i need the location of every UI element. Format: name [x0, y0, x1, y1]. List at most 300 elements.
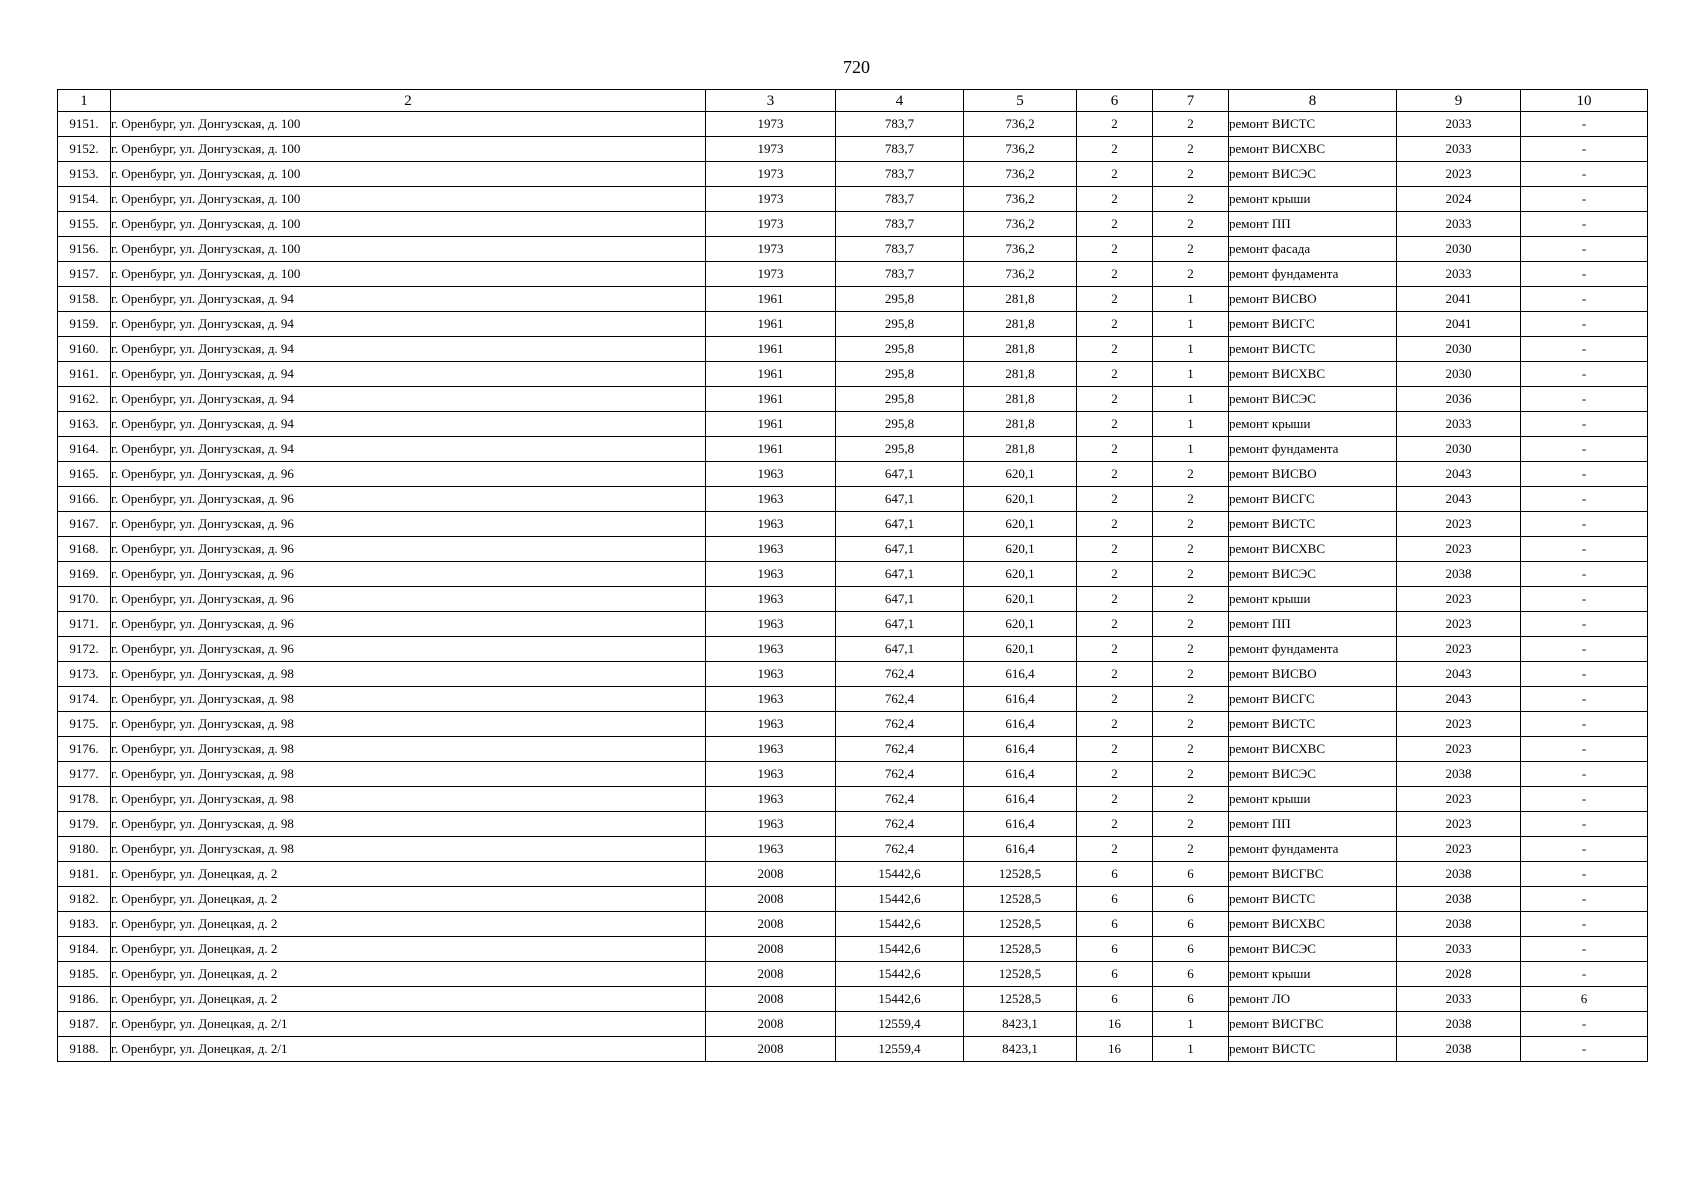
row-number-cell: 9159. [58, 312, 111, 337]
year-built-cell: 1963 [706, 537, 836, 562]
address-cell: г. Оренбург, ул. Донгузская, д. 98 [111, 812, 706, 837]
planned-year-cell: 2023 [1397, 162, 1521, 187]
address-cell: г. Оренбург, ул. Донгузская, д. 100 [111, 187, 706, 212]
entrances-cell: 2 [1153, 137, 1229, 162]
floors-cell: 2 [1077, 387, 1153, 412]
floors-cell: 2 [1077, 337, 1153, 362]
total-area-cell: 295,8 [836, 412, 964, 437]
floors-cell: 2 [1077, 787, 1153, 812]
table-row [58, 312, 1648, 337]
living-area-cell: 281,8 [964, 312, 1077, 337]
year-built-cell: 1963 [706, 687, 836, 712]
column-10-value-cell: - [1521, 662, 1648, 687]
row-number-cell: 9151. [58, 112, 111, 137]
row-number-cell: 9166. [58, 487, 111, 512]
total-area-cell: 15442,6 [836, 987, 964, 1012]
entrances-cell: 2 [1153, 737, 1229, 762]
column-header-10: 10 [1521, 90, 1648, 112]
address-cell: г. Оренбург, ул. Донгузская, д. 100 [111, 112, 706, 137]
planned-year-cell: 2043 [1397, 687, 1521, 712]
floors-cell: 2 [1077, 712, 1153, 737]
column-header-9: 9 [1397, 90, 1521, 112]
floors-cell: 16 [1077, 1037, 1153, 1062]
floors-cell: 2 [1077, 537, 1153, 562]
total-area-cell: 295,8 [836, 312, 964, 337]
work-type-cell: ремонт ВИСХВС [1229, 737, 1397, 762]
total-area-cell: 15442,6 [836, 962, 964, 987]
planned-year-cell: 2033 [1397, 137, 1521, 162]
living-area-cell: 616,4 [964, 812, 1077, 837]
entrances-cell: 2 [1153, 687, 1229, 712]
work-type-cell: ремонт фундамента [1229, 437, 1397, 462]
table-row [58, 287, 1648, 312]
entrances-cell: 6 [1153, 862, 1229, 887]
work-type-cell: ремонт фундамента [1229, 837, 1397, 862]
entrances-cell: 1 [1153, 1012, 1229, 1037]
year-built-cell: 1963 [706, 512, 836, 537]
year-built-cell: 1963 [706, 712, 836, 737]
year-built-cell: 1961 [706, 437, 836, 462]
total-area-cell: 783,7 [836, 237, 964, 262]
table-row [58, 887, 1648, 912]
table-row [58, 1012, 1648, 1037]
work-type-cell: ремонт ВИСТС [1229, 512, 1397, 537]
table-row [58, 362, 1648, 387]
planned-year-cell: 2028 [1397, 962, 1521, 987]
column-10-value-cell: - [1521, 962, 1648, 987]
address-cell: г. Оренбург, ул. Донгузская, д. 94 [111, 437, 706, 462]
row-number-cell: 9152. [58, 137, 111, 162]
column-10-value-cell: - [1521, 162, 1648, 187]
living-area-cell: 616,4 [964, 762, 1077, 787]
living-area-cell: 281,8 [964, 412, 1077, 437]
address-cell: г. Оренбург, ул. Донгузская, д. 100 [111, 162, 706, 187]
row-number-cell: 9156. [58, 237, 111, 262]
row-number-cell: 9170. [58, 587, 111, 612]
address-cell: г. Оренбург, ул. Донецкая, д. 2 [111, 937, 706, 962]
column-10-value-cell: - [1521, 237, 1648, 262]
table-row [58, 612, 1648, 637]
table-row [58, 837, 1648, 862]
entrances-cell: 1 [1153, 412, 1229, 437]
year-built-cell: 1973 [706, 112, 836, 137]
entrances-cell: 2 [1153, 762, 1229, 787]
living-area-cell: 12528,5 [964, 862, 1077, 887]
address-cell: г. Оренбург, ул. Донецкая, д. 2 [111, 912, 706, 937]
total-area-cell: 762,4 [836, 662, 964, 687]
total-area-cell: 647,1 [836, 562, 964, 587]
column-10-value-cell: - [1521, 287, 1648, 312]
living-area-cell: 12528,5 [964, 962, 1077, 987]
row-number-cell: 9188. [58, 1037, 111, 1062]
row-number-cell: 9161. [58, 362, 111, 387]
work-type-cell: ремонт ВИСГВС [1229, 862, 1397, 887]
year-built-cell: 1963 [706, 762, 836, 787]
address-cell: г. Оренбург, ул. Донгузская, д. 98 [111, 737, 706, 762]
work-type-cell: ремонт ВИСТС [1229, 337, 1397, 362]
floors-cell: 2 [1077, 762, 1153, 787]
total-area-cell: 647,1 [836, 612, 964, 637]
year-built-cell: 1961 [706, 287, 836, 312]
row-number-cell: 9153. [58, 162, 111, 187]
year-built-cell: 1973 [706, 137, 836, 162]
total-area-cell: 762,4 [836, 762, 964, 787]
planned-year-cell: 2043 [1397, 462, 1521, 487]
floors-cell: 2 [1077, 262, 1153, 287]
work-type-cell: ремонт ВИСХВС [1229, 537, 1397, 562]
column-10-value-cell: - [1521, 112, 1648, 137]
living-area-cell: 736,2 [964, 137, 1077, 162]
table-row [58, 262, 1648, 287]
row-number-cell: 9182. [58, 887, 111, 912]
address-cell: г. Оренбург, ул. Донгузская, д. 96 [111, 637, 706, 662]
address-cell: г. Оренбург, ул. Донгузская, д. 100 [111, 262, 706, 287]
row-number-cell: 9168. [58, 537, 111, 562]
work-type-cell: ремонт ВИСТС [1229, 712, 1397, 737]
total-area-cell: 647,1 [836, 637, 964, 662]
living-area-cell: 281,8 [964, 362, 1077, 387]
entrances-cell: 2 [1153, 837, 1229, 862]
living-area-cell: 620,1 [964, 537, 1077, 562]
row-number-cell: 9169. [58, 562, 111, 587]
floors-cell: 2 [1077, 837, 1153, 862]
row-number-cell: 9172. [58, 637, 111, 662]
entrances-cell: 2 [1153, 637, 1229, 662]
living-area-cell: 620,1 [964, 637, 1077, 662]
table-row [58, 412, 1648, 437]
table-row [58, 112, 1648, 137]
floors-cell: 2 [1077, 137, 1153, 162]
entrances-cell: 6 [1153, 962, 1229, 987]
column-10-value-cell: - [1521, 212, 1648, 237]
address-cell: г. Оренбург, ул. Донгузская, д. 100 [111, 237, 706, 262]
column-header-4: 4 [836, 90, 964, 112]
table-row [58, 687, 1648, 712]
work-type-cell: ремонт ВИСЭС [1229, 562, 1397, 587]
header-row [58, 90, 1648, 112]
row-number-cell: 9187. [58, 1012, 111, 1037]
planned-year-cell: 2024 [1397, 187, 1521, 212]
row-number-cell: 9157. [58, 262, 111, 287]
work-type-cell: ремонт ВИСГС [1229, 487, 1397, 512]
planned-year-cell: 2023 [1397, 837, 1521, 862]
row-number-cell: 9162. [58, 387, 111, 412]
year-built-cell: 1963 [706, 787, 836, 812]
entrances-cell: 2 [1153, 537, 1229, 562]
table-row [58, 962, 1648, 987]
row-number-cell: 9186. [58, 987, 111, 1012]
address-cell: г. Оренбург, ул. Донгузская, д. 96 [111, 512, 706, 537]
page-number: 720 [843, 57, 870, 77]
address-cell: г. Оренбург, ул. Донгузская, д. 98 [111, 687, 706, 712]
column-10-value-cell: - [1521, 637, 1648, 662]
total-area-cell: 762,4 [836, 837, 964, 862]
work-type-cell: ремонт ВИСТС [1229, 112, 1397, 137]
work-type-cell: ремонт крыши [1229, 587, 1397, 612]
floors-cell: 2 [1077, 737, 1153, 762]
row-number-cell: 9160. [58, 337, 111, 362]
row-number-cell: 9181. [58, 862, 111, 887]
planned-year-cell: 2023 [1397, 712, 1521, 737]
column-10-value-cell: - [1521, 312, 1648, 337]
planned-year-cell: 2043 [1397, 662, 1521, 687]
column-10-value-cell: - [1521, 187, 1648, 212]
column-10-value-cell: - [1521, 362, 1648, 387]
row-number-cell: 9178. [58, 787, 111, 812]
total-area-cell: 647,1 [836, 537, 964, 562]
floors-cell: 2 [1077, 437, 1153, 462]
planned-year-cell: 2030 [1397, 237, 1521, 262]
work-type-cell: ремонт ВИСГВС [1229, 1012, 1397, 1037]
table-row [58, 862, 1648, 887]
total-area-cell: 783,7 [836, 262, 964, 287]
floors-cell: 6 [1077, 962, 1153, 987]
row-number-cell: 9171. [58, 612, 111, 637]
year-built-cell: 1963 [706, 612, 836, 637]
planned-year-cell: 2033 [1397, 212, 1521, 237]
total-area-cell: 15442,6 [836, 937, 964, 962]
table-row [58, 537, 1648, 562]
entrances-cell: 1 [1153, 387, 1229, 412]
year-built-cell: 2008 [706, 937, 836, 962]
floors-cell: 2 [1077, 112, 1153, 137]
column-10-value-cell: - [1521, 387, 1648, 412]
work-type-cell: ремонт ВИСХВС [1229, 912, 1397, 937]
row-number-cell: 9164. [58, 437, 111, 462]
living-area-cell: 616,4 [964, 712, 1077, 737]
entrances-cell: 2 [1153, 587, 1229, 612]
column-header-7: 7 [1153, 90, 1229, 112]
address-cell: г. Оренбург, ул. Донгузская, д. 100 [111, 212, 706, 237]
address-cell: г. Оренбург, ул. Донгузская, д. 96 [111, 487, 706, 512]
entrances-cell: 1 [1153, 287, 1229, 312]
entrances-cell: 2 [1153, 462, 1229, 487]
entrances-cell: 2 [1153, 512, 1229, 537]
floors-cell: 2 [1077, 612, 1153, 637]
row-number-cell: 9155. [58, 212, 111, 237]
living-area-cell: 736,2 [964, 212, 1077, 237]
column-10-value-cell: - [1521, 762, 1648, 787]
entrances-cell: 2 [1153, 162, 1229, 187]
work-type-cell: ремонт крыши [1229, 187, 1397, 212]
entrances-cell: 1 [1153, 437, 1229, 462]
table-row [58, 737, 1648, 762]
table-row [58, 787, 1648, 812]
work-type-cell: ремонт крыши [1229, 787, 1397, 812]
year-built-cell: 2008 [706, 912, 836, 937]
planned-year-cell: 2023 [1397, 637, 1521, 662]
table-row [58, 487, 1648, 512]
year-built-cell: 1961 [706, 312, 836, 337]
total-area-cell: 295,8 [836, 287, 964, 312]
work-type-cell: ремонт ВИСВО [1229, 662, 1397, 687]
address-cell: г. Оренбург, ул. Донгузская, д. 94 [111, 312, 706, 337]
row-number-cell: 9175. [58, 712, 111, 737]
floors-cell: 2 [1077, 312, 1153, 337]
planned-year-cell: 2033 [1397, 262, 1521, 287]
year-built-cell: 1963 [706, 812, 836, 837]
living-area-cell: 8423,1 [964, 1037, 1077, 1062]
column-10-value-cell: - [1521, 787, 1648, 812]
row-number-cell: 9177. [58, 762, 111, 787]
total-area-cell: 12559,4 [836, 1012, 964, 1037]
column-10-value-cell: - [1521, 712, 1648, 737]
address-cell: г. Оренбург, ул. Донецкая, д. 2 [111, 887, 706, 912]
planned-year-cell: 2023 [1397, 737, 1521, 762]
living-area-cell: 616,4 [964, 787, 1077, 812]
total-area-cell: 783,7 [836, 212, 964, 237]
work-type-cell: ремонт ВИСХВС [1229, 362, 1397, 387]
total-area-cell: 295,8 [836, 337, 964, 362]
year-built-cell: 1961 [706, 362, 836, 387]
column-10-value-cell: - [1521, 1037, 1648, 1062]
address-cell: г. Оренбург, ул. Донгузская, д. 100 [111, 137, 706, 162]
living-area-cell: 8423,1 [964, 1012, 1077, 1037]
table-row [58, 462, 1648, 487]
entrances-cell: 6 [1153, 937, 1229, 962]
total-area-cell: 762,4 [836, 737, 964, 762]
year-built-cell: 2008 [706, 1012, 836, 1037]
entrances-cell: 1 [1153, 362, 1229, 387]
column-10-value-cell: - [1521, 337, 1648, 362]
planned-year-cell: 2030 [1397, 437, 1521, 462]
address-cell: г. Оренбург, ул. Донгузская, д. 94 [111, 412, 706, 437]
living-area-cell: 616,4 [964, 662, 1077, 687]
row-number-cell: 9154. [58, 187, 111, 212]
planned-year-cell: 2023 [1397, 612, 1521, 637]
total-area-cell: 295,8 [836, 362, 964, 387]
table-row [58, 137, 1648, 162]
address-cell: г. Оренбург, ул. Донгузская, д. 96 [111, 562, 706, 587]
entrances-cell: 2 [1153, 187, 1229, 212]
floors-cell: 2 [1077, 212, 1153, 237]
work-type-cell: ремонт ВИСВО [1229, 462, 1397, 487]
column-10-value-cell: - [1521, 487, 1648, 512]
planned-year-cell: 2036 [1397, 387, 1521, 412]
planned-year-cell: 2030 [1397, 337, 1521, 362]
living-area-cell: 620,1 [964, 612, 1077, 637]
floors-cell: 2 [1077, 687, 1153, 712]
living-area-cell: 736,2 [964, 162, 1077, 187]
year-built-cell: 1973 [706, 262, 836, 287]
column-header-1: 1 [58, 90, 111, 112]
planned-year-cell: 2038 [1397, 562, 1521, 587]
column-10-value-cell: - [1521, 887, 1648, 912]
floors-cell: 2 [1077, 637, 1153, 662]
work-type-cell: ремонт ВИСХВС [1229, 137, 1397, 162]
column-10-value-cell: - [1521, 512, 1648, 537]
table-row [58, 987, 1648, 1012]
work-type-cell: ремонт ВИСЭС [1229, 387, 1397, 412]
total-area-cell: 647,1 [836, 587, 964, 612]
column-10-value-cell: - [1521, 862, 1648, 887]
work-type-cell: ремонт ПП [1229, 212, 1397, 237]
planned-year-cell: 2023 [1397, 812, 1521, 837]
work-type-cell: ремонт ВИСГС [1229, 312, 1397, 337]
year-built-cell: 1973 [706, 187, 836, 212]
year-built-cell: 1963 [706, 662, 836, 687]
planned-year-cell: 2030 [1397, 362, 1521, 387]
planned-year-cell: 2023 [1397, 587, 1521, 612]
living-area-cell: 620,1 [964, 462, 1077, 487]
column-10-value-cell: - [1521, 1012, 1648, 1037]
living-area-cell: 12528,5 [964, 937, 1077, 962]
total-area-cell: 783,7 [836, 162, 964, 187]
planned-year-cell: 2023 [1397, 787, 1521, 812]
total-area-cell: 762,4 [836, 812, 964, 837]
floors-cell: 2 [1077, 237, 1153, 262]
work-type-cell: ремонт ЛО [1229, 987, 1397, 1012]
planned-year-cell: 2043 [1397, 487, 1521, 512]
address-cell: г. Оренбург, ул. Донгузская, д. 98 [111, 787, 706, 812]
row-number-cell: 9184. [58, 937, 111, 962]
column-header-8: 8 [1229, 90, 1397, 112]
planned-year-cell: 2033 [1397, 937, 1521, 962]
floors-cell: 2 [1077, 662, 1153, 687]
entrances-cell: 2 [1153, 487, 1229, 512]
entrances-cell: 1 [1153, 312, 1229, 337]
living-area-cell: 736,2 [964, 237, 1077, 262]
planned-year-cell: 2038 [1397, 1012, 1521, 1037]
total-area-cell: 762,4 [836, 787, 964, 812]
year-built-cell: 1963 [706, 487, 836, 512]
column-10-value-cell: - [1521, 412, 1648, 437]
total-area-cell: 762,4 [836, 687, 964, 712]
floors-cell: 2 [1077, 187, 1153, 212]
year-built-cell: 1963 [706, 562, 836, 587]
total-area-cell: 15442,6 [836, 862, 964, 887]
column-header-5: 5 [964, 90, 1077, 112]
entrances-cell: 2 [1153, 812, 1229, 837]
entrances-cell: 2 [1153, 612, 1229, 637]
address-cell: г. Оренбург, ул. Донецкая, д. 2 [111, 962, 706, 987]
living-area-cell: 620,1 [964, 487, 1077, 512]
row-number-cell: 9173. [58, 662, 111, 687]
entrances-cell: 6 [1153, 912, 1229, 937]
table-row [58, 212, 1648, 237]
total-area-cell: 295,8 [836, 437, 964, 462]
address-cell: г. Оренбург, ул. Донгузская, д. 96 [111, 537, 706, 562]
total-area-cell: 15442,6 [836, 912, 964, 937]
floors-cell: 6 [1077, 912, 1153, 937]
planned-year-cell: 2038 [1397, 862, 1521, 887]
work-type-cell: ремонт крыши [1229, 962, 1397, 987]
entrances-cell: 6 [1153, 987, 1229, 1012]
address-cell: г. Оренбург, ул. Донецкая, д. 2 [111, 987, 706, 1012]
floors-cell: 2 [1077, 587, 1153, 612]
address-cell: г. Оренбург, ул. Донгузская, д. 94 [111, 287, 706, 312]
column-10-value-cell: - [1521, 612, 1648, 637]
table-row [58, 237, 1648, 262]
living-area-cell: 12528,5 [964, 987, 1077, 1012]
address-cell: г. Оренбург, ул. Донгузская, д. 94 [111, 337, 706, 362]
table-row [58, 712, 1648, 737]
address-cell: г. Оренбург, ул. Донгузская, д. 96 [111, 462, 706, 487]
living-area-cell: 281,8 [964, 437, 1077, 462]
entrances-cell: 1 [1153, 337, 1229, 362]
living-area-cell: 281,8 [964, 337, 1077, 362]
column-10-value-cell: - [1521, 587, 1648, 612]
table-row [58, 812, 1648, 837]
living-area-cell: 620,1 [964, 587, 1077, 612]
floors-cell: 2 [1077, 287, 1153, 312]
total-area-cell: 647,1 [836, 487, 964, 512]
row-number-cell: 9163. [58, 412, 111, 437]
address-cell: г. Оренбург, ул. Донгузская, д. 96 [111, 612, 706, 637]
living-area-cell: 281,8 [964, 287, 1077, 312]
total-area-cell: 15442,6 [836, 887, 964, 912]
row-number-cell: 9158. [58, 287, 111, 312]
